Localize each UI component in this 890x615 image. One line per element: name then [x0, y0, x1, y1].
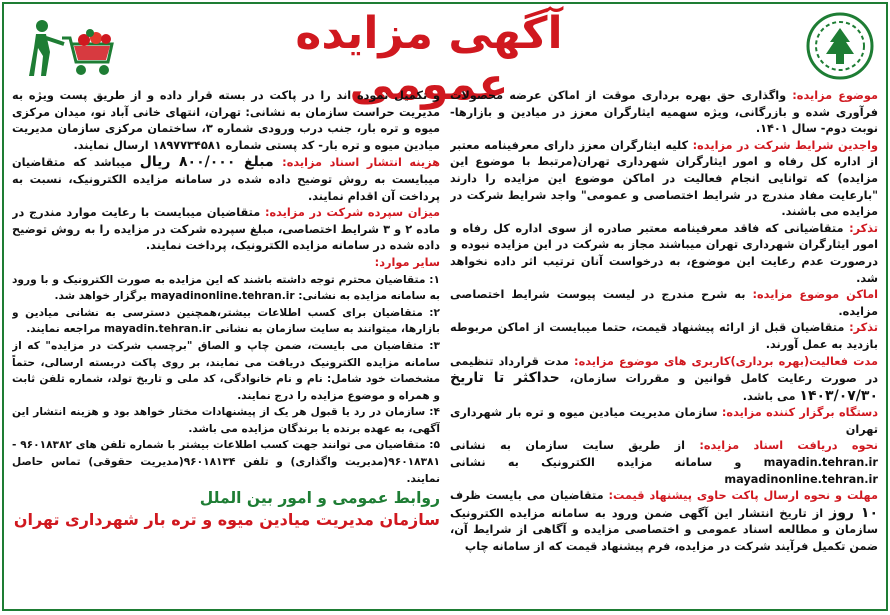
left-column	[12, 88, 440, 601]
section-subject: موضوع مزایده: واگذاری حق بهره برداری موقت از اماکن عرضه محصولات فرآوری شده و بازرگانی، ویژه سهمیه ایثارگران معزز در میادین و بازارها- نوبت دوم- سال ۱۴۰۱.	[450, 89, 878, 136]
other-item-2: ۲: متقاضیان برای کسب اطلاعات بیشتر،همچنین دسترسی به نشانی میادین و بازارها، میتوانند به سایت سازمان به نشانی mayadin.tehran.ir مراجعه نمایند.	[12, 306, 440, 336]
auction-site-link[interactable]: mayadinonline.tehran.ir	[724, 472, 878, 486]
tehran-municipality-logo	[806, 12, 874, 80]
fruit-cart-icon	[26, 18, 116, 80]
site-link[interactable]: mayadin.tehran.ir	[763, 456, 878, 470]
section-eligibility: واجدین شرایط شرکت در مزایده: کلیه ایثارگران معزز دارای معرفینامه معتبر از اداره کل رفاه و امور ایثارگران شهرداری تهران(مرتبط با موضوع این مزایده) که توانایی انجام فعالیت در اماکن موضوع این مزایده را دارند "بارعایت مفاد مندرج در شرایط اختصاصی و عمومی" واجد شرایط شرکت در مزایده می باشند.	[450, 138, 878, 219]
site-link-2[interactable]: mayadin.tehran.ir	[103, 323, 212, 336]
section-deadline: مهلت و نحوه ارسال پاکت حاوی پیشنهاد قیمت: متقاضیان می بایست ظرف ۱۰ روز از تاریخ انتشار این آگهی ضمن ورود به سامانه مزایده الکترونیک سازمان و مطالعه اسناد عمومی و اختصاصی مزایده و آگاهی از شرایط آن، ضمن تکمیل فرآیند شرکت در مزایده، فرم پیشنهاد قیمت که از سامانه چاپ	[450, 489, 878, 554]
notice-page	[2, 2, 888, 611]
section-note-1: تذکر: متقاضیانی که فاقد معرفینامه معتبر صادره از سوی اداره کل رفاه و امور ایثارگران شهرداری تهران میباشند مجاز به شرکت در این مزایده نبوده و درصورت عدم رعایت این موضوع، به درخواست آنان ترتیب اثر داده نخواهد شد.	[450, 221, 878, 285]
other-item-1: ۱: متقاضیان محترم توجه داشته باشند که این مزایده به صورت الکترونیک و با ورود به سامانه مزایده به نشانی: mayadinonline.tehran.ir برگزار خواهد شد.	[12, 273, 440, 303]
section-duration: مدت فعالیت(بهره برداری)کاربری های موضوع مزایده: مدت قرارداد تنظیمی در صورت رعایت کامل قوانین و مقررات سازمان، حداکثر تا تاریخ ۱۴۰۳/۰۷/۳۰ می باشد.	[450, 354, 878, 404]
footer-department: روابط عمومی و امور بین الملل	[199, 489, 440, 508]
section-organizer: دستگاه برگزار کننده مزایده: سازمان مدیریت میادین میوه و تره بار شهرداری تهران	[450, 406, 878, 436]
right-column	[450, 88, 878, 601]
other-item-3: ۳: متقاضیان می بایست، ضمن چاپ و الصاق "برچسب شرکت در مزایده" که از سامانه مزایده الکترونیک دریافت می نمایند، بر روی پاکت دربسته ارسالی، حتماً مشخصات خود شامل: نام و نام خانوادگی، کد ملی و تاریخ تولد، شماره تلفن ثابت و همراه و موضوع مزایده را درج نمایند.	[12, 339, 440, 402]
footer-organization: سازمان مدیریت میادین میوه و تره بار شهرداری تهران	[13, 510, 440, 530]
section-fee: هزینه انتشار اسناد مزایده: مبلغ ۸۰۰/۰۰۰ ریال میباشد که متقاضیان میبایست به روش توضیح داده شده در سامانه مزایده الکترونیک، نسبت به پرداخت آن اقدام نمایند.	[12, 154, 440, 203]
other-item-4: ۴: سازمان در رد یا قبول هر یک از پیشنهادات مختار خواهد بود و هزینه انتشار این آگهی، به عهده برنده یا برندگان مزایده می باشد.	[12, 406, 440, 435]
section-note-2: تذکر: متقاضیان قبل از ارائه پیشنهاد قیمت، حتما میبایست از اماکن مربوطه بازدید به عمل آورند.	[450, 321, 878, 351]
section-deposit: میزان سپرده شرکت در مزایده: متقاضیان میبایست با رعایت موارد مندرج در ماده ۲ و ۳ شرایط اختصاصی، مبلغ سپرده شرکت در مزایده را به روش توضیح داده شده در سامانه مزایده الکترونیک، پرداخت نمایند.	[12, 206, 440, 253]
section-documents: نحوه دریافت اسناد مزایده: از طریق سایت سازمان به نشانی mayadin.tehran.ir و سامانه مزایده الکترونیک به نشانی mayadinonline.tehran.ir	[450, 439, 878, 486]
notice-body	[12, 88, 878, 601]
section-locations: اماکن موضوع مزایده: به شرح مندرج در لیست پیوست شرایط اختصاصی مزایده.	[450, 288, 878, 318]
other-item-5: ۵: متقاضیان می توانند جهت کسب اطلاعات بیشتر با شماره تلفن های ۹۶۰۱۸۳۸۲ - ۹۶۰۱۸۳۸۱(مدیریت واگذاری) و تلفن ۹۶۰۱۸۱۳۴(مدیریت حقوقی) تماس حاصل نمایند.	[12, 439, 440, 485]
notice-title: آگهی مزایده عمومی	[295, 8, 563, 110]
auction-site-link-2[interactable]: mayadinonline.tehran.ir	[150, 290, 295, 303]
section-other-heading: سایر موارد:	[374, 255, 440, 269]
section-delivery: و تکمیل نموده اند را در پاکت در بسته قرار داده و از طریق پست ویژه به مدیریت حراست سازمان به نشانی: تهران، انتهای خانی آباد نو، میدان مرکزی میوه و تره بار، جنب درب ورودی شماره ۳، ساختمان مرکزی سازمان مدیریت میادین میوه و تره بار- کد پستی شماره ۱۸۹۷۷۳۴۵۸۱ ارسال نمایند.	[12, 89, 440, 152]
notice-header	[4, 4, 886, 110]
